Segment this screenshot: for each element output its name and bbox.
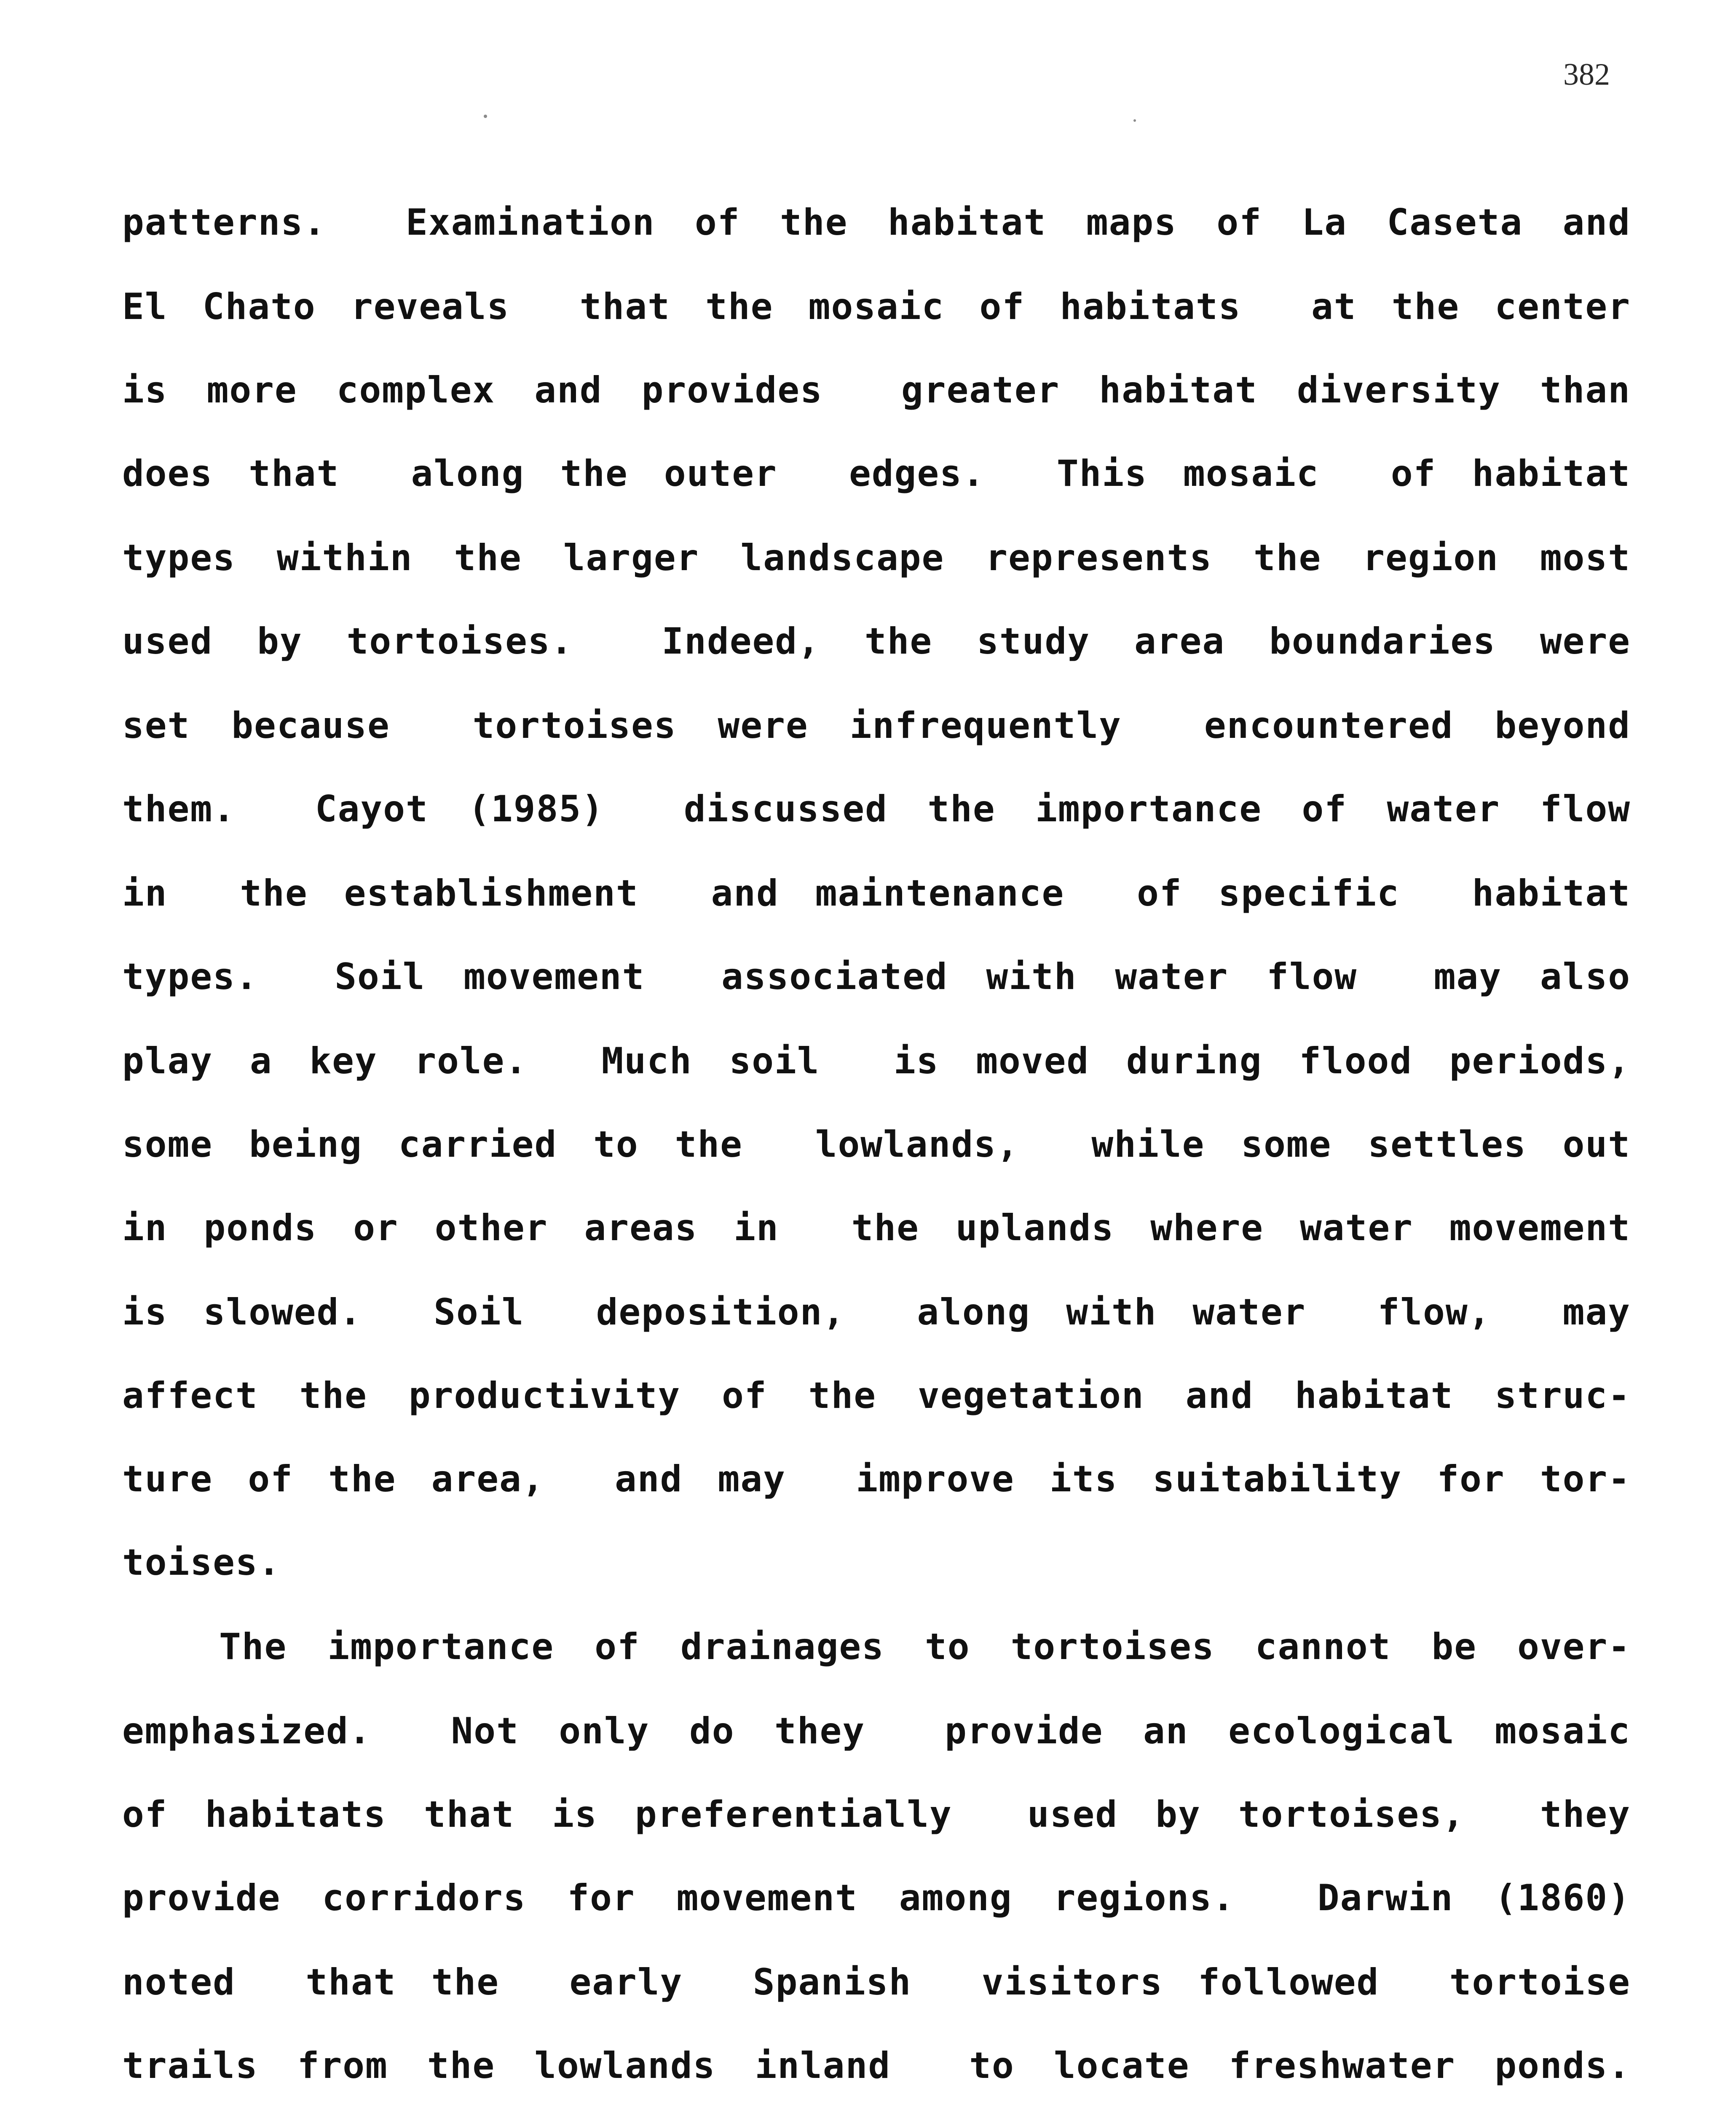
body-line: set because tortoises were infrequently encountered beyond: [122, 705, 1631, 747]
body-line: toises.: [122, 1541, 281, 1584]
body-line: El Chato reveals that the mosaic of habitats at the center: [122, 286, 1631, 328]
body-line: The importance of drainages to tortoises cannot be over-: [219, 1626, 1631, 1668]
body-line: types. Soil movement associated with water flow may also: [122, 956, 1631, 998]
body-line: in ponds or other areas in the uplands where water movement: [122, 1207, 1631, 1249]
body-line: play a key role. Much soil is moved during flood periods,: [122, 1040, 1631, 1082]
body-line: is more complex and provides greater habitat diversity than: [122, 369, 1631, 411]
body-line: used by tortoises. Indeed, the study area boundaries were: [122, 620, 1631, 662]
body-line: does that along the outer edges. This mosaic of habitat: [122, 453, 1631, 495]
body-line: patterns. Examination of the habitat maps of La Caseta and: [122, 201, 1631, 244]
body-line: in the establishment and maintenance of specific habitat: [122, 872, 1631, 914]
body-line: of habitats that is preferentially used by tortoises, they: [122, 1793, 1631, 1836]
body-line: types within the larger landscape represents the region most: [122, 537, 1631, 579]
body-line: ture of the area, and may improve its suitability for tor-: [122, 1458, 1631, 1500]
body-line: is slowed. Soil deposition, along with water flow, may: [122, 1291, 1631, 1333]
body-line: them. Cayot (1985) discussed the importance of water flow: [122, 788, 1631, 830]
body-line: provide corridors for movement among regions. Darwin (1860): [122, 1877, 1631, 1919]
body-line: some being carried to the lowlands, while some settles out: [122, 1123, 1631, 1166]
page-number: 382: [1563, 57, 1610, 92]
body-line: trails from the lowlands inland to locate freshwater ponds.: [122, 2045, 1631, 2087]
body-line: emphasized. Not only do they provide an ecological mosaic: [122, 1710, 1631, 1752]
body-line: affect the productivity of the vegetation and habitat struc-: [122, 1375, 1631, 1417]
body-line: noted that the early Spanish visitors followed tortoise: [122, 1961, 1631, 2003]
